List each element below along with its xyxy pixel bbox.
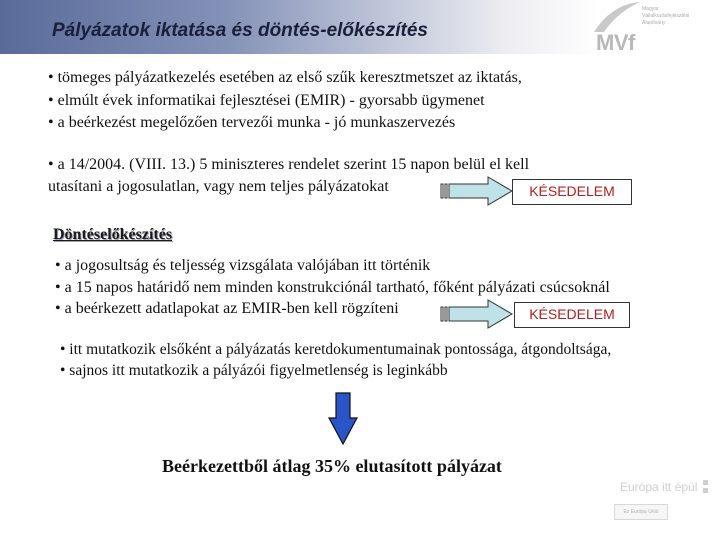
bullet-item: • elmúlt évek informatikai fejlesztései (EMIR) - gyorsabb ügymenet bbox=[48, 92, 485, 109]
logo-subtitle-line: Vállalkozásfejlesztési bbox=[642, 13, 690, 19]
right-arrow-icon bbox=[440, 175, 514, 207]
section-heading: Döntéselőkészítés bbox=[53, 226, 173, 243]
bullet-item: • a jogosultság és teljesség vizsgálata valójában itt történik bbox=[55, 257, 431, 274]
logo-subtitle-line: Magyar bbox=[642, 6, 659, 12]
note-item: • itt mutatkozik elsőként a pályázatás keretdokumentumainak pontossága, átgondoltsága, bbox=[60, 341, 612, 358]
delay-badge: KÉSEDELEM bbox=[514, 302, 630, 328]
note-item: • sajnos itt mutatkozik a pályázói figyelmetlenség is leginkább bbox=[60, 362, 448, 379]
bullet-item: • a beérkezést megelőzően tervezői munka - jó munkaszervezés bbox=[48, 114, 456, 131]
eu-dots-icon bbox=[702, 478, 710, 496]
logo-swoosh-icon bbox=[592, 0, 642, 34]
eu-badge: Ez Európa Unió bbox=[614, 504, 668, 520]
bullet-item: • tömeges pályázatkezelés esetében az első szűk keresztmetszet az iktatás, bbox=[48, 69, 522, 86]
logo bbox=[592, 0, 720, 60]
bullet-item: • a beérkezett adatlapokat az EMIR-ben kell rögzíteni bbox=[55, 300, 399, 317]
right-arrow-icon bbox=[440, 298, 514, 330]
logo-text: MVf bbox=[596, 30, 635, 55]
logo-subtitle-line: Alapítvány bbox=[642, 20, 666, 26]
conclusion-text: Beérkezettből átlag 35% elutasított pályázat bbox=[162, 456, 502, 476]
eu-footer-text: Európa itt épül bbox=[620, 480, 698, 494]
page-title: Pályázatok iktatása és döntés-előkészítés bbox=[52, 20, 428, 41]
rule-text-line1: • a 14/2004. (VIII. 13.) 5 miniszteres rendelet szerint 15 napon belül el kell bbox=[48, 156, 530, 173]
bullet-item: • a 15 napos határidő nem minden konstrukciónál tartható, főként pályázati csúcsoknál bbox=[55, 279, 610, 296]
delay-badge: KÉSEDELEM bbox=[512, 179, 632, 205]
rule-text-line2: utasítani a jogosulatlan, vagy nem teljes pályázatokat bbox=[48, 178, 389, 195]
down-arrow-icon bbox=[328, 392, 358, 446]
